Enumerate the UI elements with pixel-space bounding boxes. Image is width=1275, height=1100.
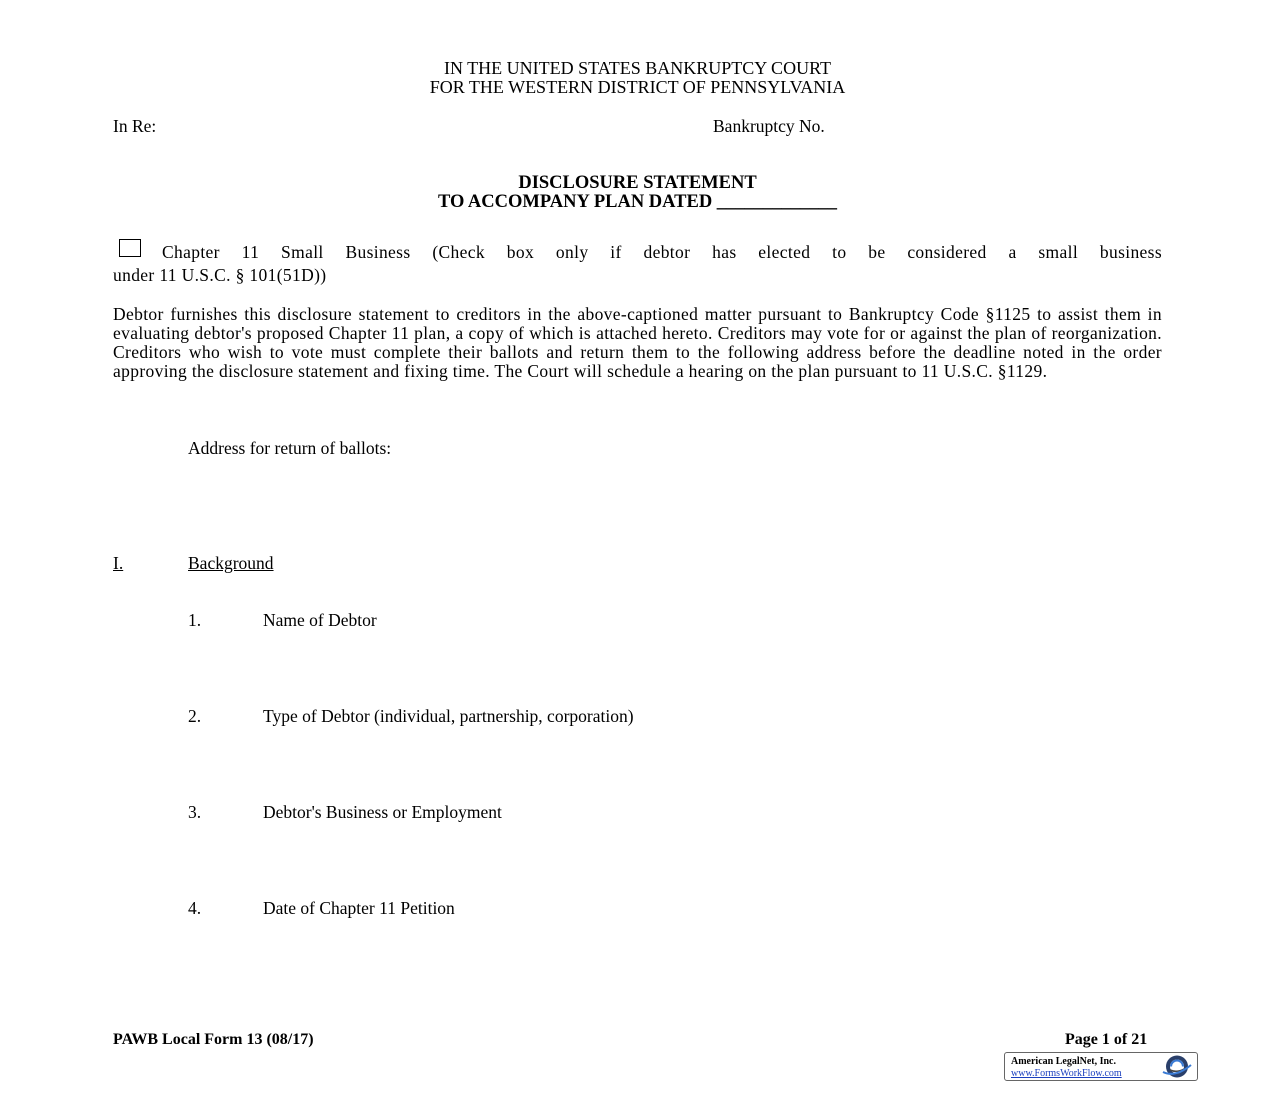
small-business-text-line1: Chapter 11 Small Business (Check box only if debtor has elected to be considered a small business <box>162 242 1162 262</box>
globe-icon <box>1157 1053 1195 1085</box>
item-number: 4. <box>188 898 202 918</box>
document-title: DISCLOSURE STATEMENT <box>518 173 757 193</box>
item-number: 1. <box>188 610 202 630</box>
intro-paragraph: Debtor furnishes this disclosure statement to creditors in the above-captioned matter pursuant to Bankruptcy Code §1125 to assist them in evaluating debtor's proposed Chapter 11 plan, a copy of which is attached hereto. Creditors may vote for or against the plan of reorganization. Creditors who wish to vote must complete their ballots and return them to the following address before the deadline noted in the order approving the disclosure statement and fixing time. The Court will schedule a hearing on the plan pursuant to 11 U.S.C. §1129. <box>113 304 1162 381</box>
section-heading: Background <box>188 553 274 573</box>
court-district: FOR THE WESTERN DISTRICT OF PENNSYLVANIA <box>429 77 846 97</box>
section-number: I. <box>113 553 124 573</box>
item-label-debtor-business: Debtor's Business or Employment <box>263 802 502 822</box>
item-number: 2. <box>188 706 202 726</box>
in-re-label: In Re: <box>113 116 157 136</box>
item-label-type-of-debtor: Type of Debtor (individual, partnership, corporation) <box>263 706 634 726</box>
item-label-name-of-debtor: Name of Debtor <box>263 610 377 630</box>
page-number: Page 1 of 21 <box>1065 1031 1148 1048</box>
logo-company-name: American LegalNet, Inc. <box>1011 1056 1116 1067</box>
court-name: IN THE UNITED STATES BANKRUPTCY COURT <box>444 58 831 78</box>
small-business-text-line2: under 11 U.S.C. § 101(51D)) <box>113 265 327 285</box>
form-id: PAWB Local Form 13 (08/17) <box>113 1031 314 1048</box>
ballot-address-label: Address for return of ballots: <box>188 438 392 458</box>
item-number: 3. <box>188 802 202 822</box>
document-subtitle: TO ACCOMPANY PLAN DATED _____________ <box>437 192 838 212</box>
bankruptcy-no-label: Bankruptcy No. <box>713 116 825 136</box>
logo-website-link[interactable]: www.FormsWorkFlow.com <box>1011 1068 1122 1079</box>
small-business-checkbox[interactable] <box>119 239 141 257</box>
item-label-petition-date: Date of Chapter 11 Petition <box>263 898 455 918</box>
legalnet-logo[interactable] <box>1004 1052 1198 1081</box>
